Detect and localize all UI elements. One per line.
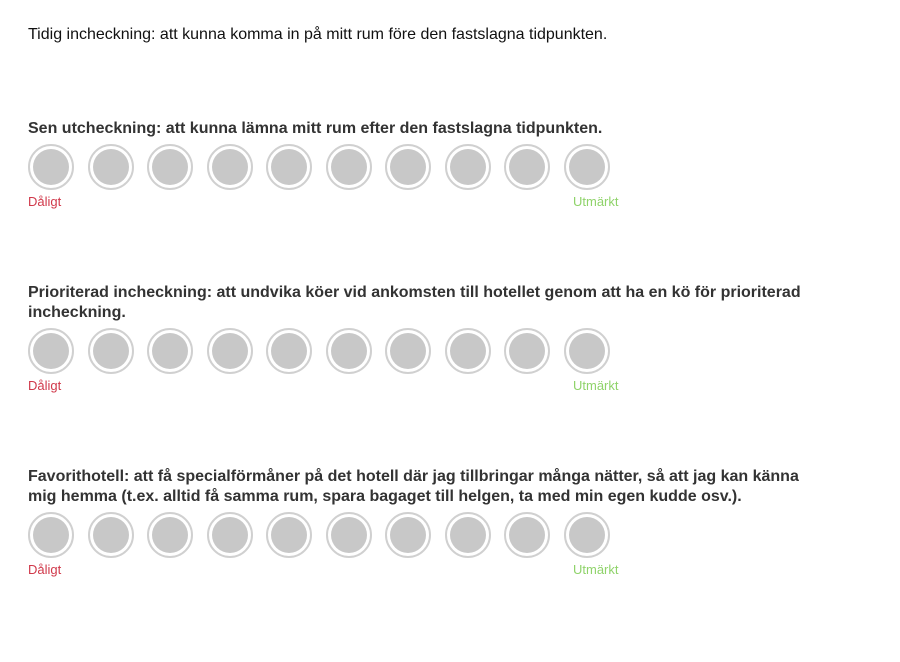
rating-option-dot — [509, 149, 545, 185]
rating-option-4[interactable] — [207, 328, 253, 374]
rating-option-dot — [212, 517, 248, 553]
rating-option-9[interactable] — [504, 144, 550, 190]
rating-option-7[interactable] — [385, 328, 431, 374]
rating-option-dot — [271, 149, 307, 185]
rating-scale — [28, 512, 828, 562]
rating-option-dot — [33, 333, 69, 369]
rating-option-4[interactable] — [207, 512, 253, 558]
rating-option-dot — [93, 149, 129, 185]
rating-option-5[interactable] — [266, 328, 312, 374]
rating-option-1[interactable] — [28, 328, 74, 374]
rating-option-9[interactable] — [504, 328, 550, 374]
rating-option-dot — [450, 149, 486, 185]
rating-option-dot — [93, 517, 129, 553]
scale-anchors — [28, 562, 828, 578]
anchor-low-label: Dåligt — [28, 562, 62, 577]
rating-option-10[interactable] — [564, 144, 610, 190]
rating-option-dot — [271, 517, 307, 553]
question-title: Sen utcheckning: att kunna lämna mitt rum efter den fastslagna tidpunkten. — [28, 120, 603, 137]
rating-option-3[interactable] — [147, 144, 193, 190]
rating-option-8[interactable] — [445, 328, 491, 374]
rating-option-dot — [152, 149, 188, 185]
rating-option-4[interactable] — [207, 144, 253, 190]
rating-option-dot — [212, 149, 248, 185]
intro-text: Tidig incheckning: att kunna komma in på mitt rum före den fastslagna tidpunkten. — [28, 26, 608, 43]
rating-option-5[interactable] — [266, 144, 312, 190]
rating-option-dot — [331, 333, 367, 369]
question-priority-checkin — [28, 283, 828, 394]
rating-option-dot — [509, 333, 545, 369]
rating-option-7[interactable] — [385, 144, 431, 190]
rating-option-10[interactable] — [564, 328, 610, 374]
rating-option-dot — [331, 517, 367, 553]
rating-option-dot — [569, 517, 605, 553]
rating-option-1[interactable] — [28, 144, 74, 190]
rating-scale — [28, 328, 828, 378]
anchor-low-label: Dåligt — [28, 194, 62, 209]
rating-option-2[interactable] — [88, 144, 134, 190]
rating-option-3[interactable] — [147, 512, 193, 558]
rating-option-dot — [271, 333, 307, 369]
rating-option-9[interactable] — [504, 512, 550, 558]
rating-option-6[interactable] — [326, 328, 372, 374]
rating-option-2[interactable] — [88, 328, 134, 374]
question-late-checkout — [28, 119, 828, 210]
scale-anchors — [28, 378, 828, 394]
rating-scale — [28, 144, 828, 194]
rating-option-2[interactable] — [88, 512, 134, 558]
rating-option-7[interactable] — [385, 512, 431, 558]
anchor-high-label: Utmärkt — [573, 562, 619, 577]
rating-option-dot — [390, 149, 426, 185]
question-title: Favorithotell: att få specialförmåner på det hotell där jag tillbringar många nätter, så att jag kan känna mig hemma (t.ex. alltid få samma rum, spara bagaget till helgen, ta med min egen kudde osv.). — [28, 468, 799, 505]
anchor-high-label: Utmärkt — [573, 194, 619, 209]
rating-option-6[interactable] — [326, 512, 372, 558]
rating-option-dot — [390, 333, 426, 369]
anchor-low-label: Dåligt — [28, 378, 62, 393]
rating-option-dot — [450, 517, 486, 553]
rating-option-dot — [33, 149, 69, 185]
rating-option-3[interactable] — [147, 328, 193, 374]
rating-option-10[interactable] — [564, 512, 610, 558]
rating-option-dot — [93, 333, 129, 369]
rating-option-dot — [569, 333, 605, 369]
rating-option-dot — [450, 333, 486, 369]
rating-option-dot — [152, 333, 188, 369]
rating-option-dot — [509, 517, 545, 553]
rating-option-dot — [390, 517, 426, 553]
scale-anchors — [28, 194, 828, 210]
rating-option-8[interactable] — [445, 144, 491, 190]
rating-option-8[interactable] — [445, 512, 491, 558]
rating-option-5[interactable] — [266, 512, 312, 558]
rating-option-1[interactable] — [28, 512, 74, 558]
rating-option-dot — [33, 517, 69, 553]
rating-option-dot — [331, 149, 367, 185]
question-title: Prioriterad incheckning: att undvika köer vid ankomsten till hotellet genom att ha en kö för prioriterad incheckning. — [28, 284, 801, 321]
rating-option-6[interactable] — [326, 144, 372, 190]
rating-option-dot — [152, 517, 188, 553]
rating-option-dot — [569, 149, 605, 185]
rating-option-dot — [212, 333, 248, 369]
anchor-high-label: Utmärkt — [573, 378, 619, 393]
question-favorite-hotel — [28, 467, 828, 578]
